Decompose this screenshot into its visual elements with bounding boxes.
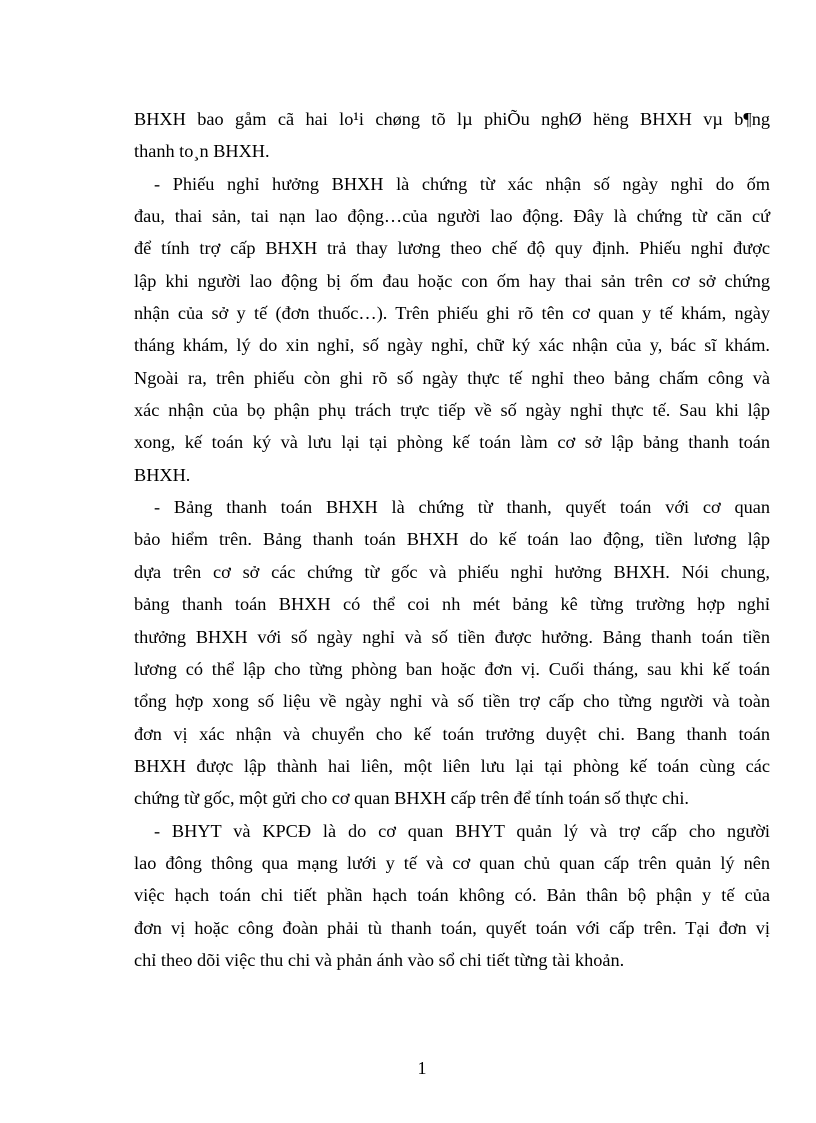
text-line: để tính trợ cấp BHXH trả thay lương theo chế độ quy định. Phiếu nghỉ được — [134, 238, 770, 259]
text-line: đơn vị xác nhận và chuyển cho kế toán trưởng duyệt chi. Bang thanh toán — [134, 723, 770, 744]
page-number: 1 — [417, 1058, 427, 1078]
paragraph — [134, 103, 770, 168]
document-body — [134, 103, 770, 976]
text-line: tổng hợp xong số liệu về ngày nghỉ và số tiền trợ cấp cho từng người và toàn — [134, 691, 770, 712]
text-line: xác nhận của bọ phận phụ trách trực tiếp về số ngày nghỉ thực tế. Sau khi lập — [134, 400, 770, 421]
text-line: thưởng BHXH với số ngày nghỉ và số tiền được hưởng. Bảng thanh toán tiền — [134, 626, 770, 647]
text-line: đơn vị hoặc công đoàn phải tù thanh toán, quyết toán với cấp trên. Tại đơn vị — [134, 917, 770, 938]
text-line: bảng thanh toán BHXH có thể coi nh mét bảng kê từng trường hợp nghỉ — [134, 594, 770, 615]
text-line: - Phiếu nghỉ hưởng BHXH là chứng từ xác nhận số ngày nghỉ do ốm — [154, 173, 770, 194]
text-line: BHXH được lập thành hai liên, một liên lưu lại tại phòng kế toán cùng các — [134, 755, 770, 776]
text-line: BHXH. — [134, 464, 191, 485]
text-line: tháng khám, lý do xin nghỉ, số ngày nghỉ, chữ ký xác nhận của y, bác sĩ khám. — [134, 335, 770, 356]
text-line: BHXH bao gåm cã hai lo¹i chøng tõ lµ phiÕu nghØ hëng BHXH vµ b¶ng — [134, 109, 770, 129]
text-line: lập khi người lao động bị ốm đau hoặc con ốm hay thai sản trên cơ sở chứng — [134, 270, 770, 291]
text-line: lao đông thông qua mạng lưới y tế và cơ quan chủ quan cấp trên quản lý nên — [134, 852, 770, 873]
text-line: chứng từ gốc, một gửi cho cơ quan BHXH cấp trên để tính toán số thực chi. — [134, 788, 689, 809]
text-line: thanh to¸n BHXH. — [134, 141, 270, 162]
text-line: - BHYT và KPCĐ là do cơ quan BHYT quản lý và trợ cấp cho người — [154, 820, 770, 841]
text-line: việc hạch toán chi tiết phần hạch toán không có. Bản thân bộ phận y tế của — [134, 885, 770, 906]
text-line: bảo hiểm trên. Bảng thanh toán BHXH do kế toán lao động, tiền lương lập — [134, 529, 770, 550]
text-line: dựa trên cơ sở các chứng từ gốc và phiếu nghỉ hưởng BHXH. Nói chung, — [134, 561, 770, 582]
paragraph — [134, 491, 770, 814]
text-line: chỉ theo dõi việc thu chi và phản ánh vào sổ chi tiết từng tài khoản. — [134, 949, 625, 970]
text-line: lương có thể lập cho từng phòng ban hoặc đơn vị. Cuối tháng, sau khi kế toán — [134, 658, 770, 679]
text-line: nhận của sở y tế (đơn thuốc…). Trên phiếu ghi rõ tên cơ quan y tế khám, ngày — [134, 303, 770, 324]
paragraph — [134, 168, 770, 491]
text-line: xong, kế toán ký và lưu lại tại phòng kế toán làm cơ sở lập bảng thanh toán — [134, 432, 770, 453]
paragraph — [134, 815, 770, 977]
text-line: đau, thai sản, tai nạn lao động…của người lao động. Đây là chứng từ căn cứ — [134, 206, 770, 227]
text-line: - Bảng thanh toán BHXH là chứng từ thanh, quyết toán với cơ quan — [154, 497, 770, 518]
text-line: Ngoài ra, trên phiếu còn ghi rõ số ngày thực tế nghỉ theo bảng chấm công và — [134, 367, 770, 388]
